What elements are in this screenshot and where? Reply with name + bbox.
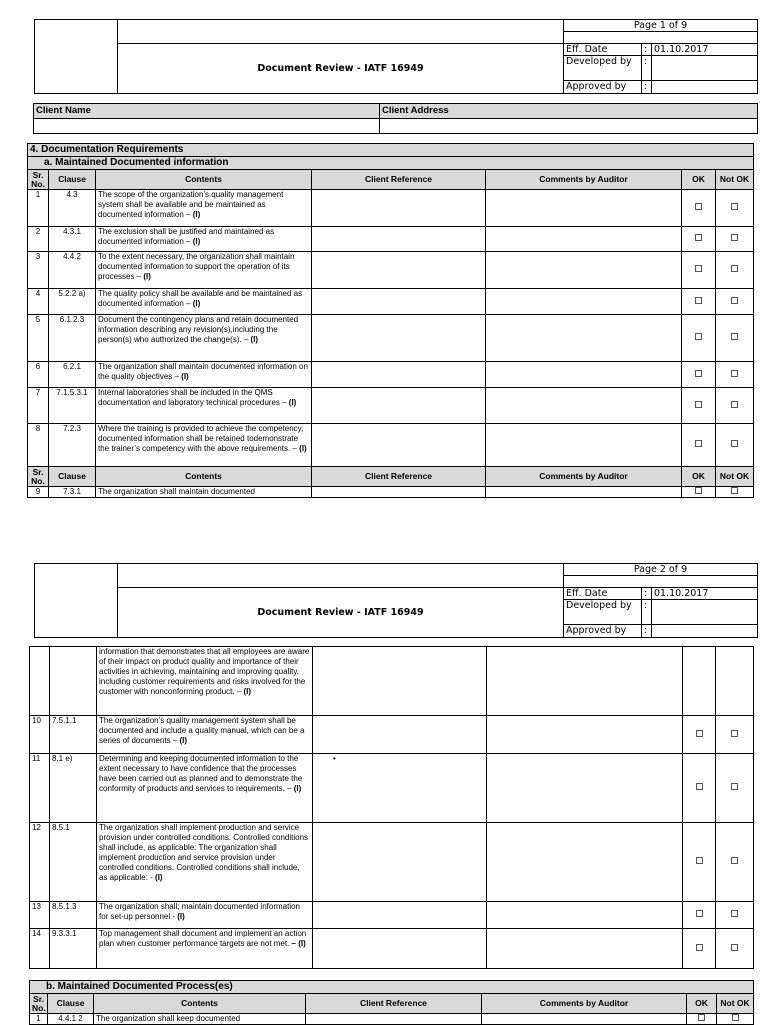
approved-by-value [652, 625, 758, 638]
ok-checkbox[interactable] [695, 401, 702, 408]
eff-date-label: Eff. Date [564, 44, 642, 56]
comments-cell[interactable] [486, 315, 682, 362]
table-row: 9 7.3.1 The organization shall maintain documented [28, 487, 754, 498]
comments-cell[interactable] [486, 362, 682, 388]
eff-date-label: Eff. Date [564, 588, 642, 600]
table-row: 14 9.3.3.1 Top management shall document and implement an action plan when customer performance targets are not met. – (I) [30, 929, 754, 969]
ok-checkbox[interactable] [696, 783, 703, 790]
not-ok-checkbox[interactable] [731, 910, 738, 917]
eff-date-value: 01.10.2017 [652, 44, 758, 56]
client-reference-cell[interactable] [312, 487, 486, 498]
comments-cell[interactable] [482, 1014, 687, 1025]
col-sr: Sr. No. [28, 170, 49, 190]
not-ok-checkbox[interactable] [731, 487, 738, 494]
client-address-field[interactable] [380, 119, 758, 134]
ok-checkbox[interactable] [695, 440, 702, 447]
subsection-b-title: b. Maintained Documented Process(es) [30, 981, 754, 994]
table-row: 11 8.1 e) Determining and keeping documented information to the extent necessary to have confidence that the processes have been carried out as planned and to demonstrate the conformity of products and services to requirements. – (I) • [30, 754, 754, 823]
not-ok-checkbox[interactable] [731, 333, 738, 340]
ok-checkbox[interactable] [695, 265, 702, 272]
ok-checkbox[interactable] [695, 234, 702, 241]
table-row: 13 8.5.1.3 The organization shall; maintain documented information for set-up personnel - (I) [30, 902, 754, 929]
page2-header: Page 2 of 9 Document Review - IATF 16949 Eff. Date : 01.10.2017 Developed by : Approved by : [34, 563, 758, 638]
comments-cell[interactable] [486, 388, 682, 424]
document-title: Document Review - IATF 16949 [118, 44, 564, 94]
bullet-mark: • [333, 754, 336, 763]
client-reference-cell[interactable] [313, 716, 487, 754]
client-name-field[interactable] [34, 119, 380, 134]
comments-cell[interactable] [486, 487, 682, 498]
client-reference-cell[interactable] [313, 754, 487, 823]
client-reference-cell[interactable] [312, 388, 486, 424]
comments-cell[interactable] [486, 289, 682, 315]
comments-cell[interactable] [487, 902, 683, 929]
client-reference-cell[interactable] [312, 424, 486, 467]
client-reference-cell[interactable] [312, 227, 486, 252]
col-ok: OK [682, 170, 716, 190]
col-client-reference: Client Reference [306, 994, 482, 1014]
client-table [33, 103, 758, 134]
table-row: 3 4.4.2 To the extent necessary, the organization shall maintain documented information to support the operation of its processes – (I) [28, 252, 754, 289]
not-ok-checkbox[interactable] [731, 944, 738, 951]
comments-cell[interactable] [487, 929, 683, 969]
col-comments: Comments by Auditor [486, 467, 682, 487]
developed-by-value [652, 600, 758, 625]
page1-header: Page 1 of 9 Document Review - IATF 16949 Eff. Date : 01.10.2017 Developed by : Approved by : [34, 19, 758, 94]
developed-by-value [652, 56, 758, 81]
col-clause: Clause [49, 467, 96, 487]
client-reference-cell[interactable] [312, 252, 486, 289]
approved-by-value [652, 81, 758, 94]
client-name-label: Client Name [34, 104, 380, 119]
not-ok-checkbox[interactable] [731, 401, 738, 408]
developed-by-label: Developed by [564, 56, 642, 81]
ok-checkbox[interactable] [695, 203, 702, 210]
table-row: 12 8.5.1 The organization shall implement production and service provision under controlled conditions. Controlled conditions shall include, as applicable: The organization shall implement production and service provision under controlled conditions. Controlled conditions shall include, as applicable: - (I) [30, 823, 754, 902]
ok-checkbox[interactable] [695, 333, 702, 340]
client-reference-cell[interactable] [312, 190, 486, 227]
table-row: 4 5.2.2 a) The quality policy shall be available and be maintained as documented information – (I) [28, 289, 754, 315]
document-title: Document Review - IATF 16949 [118, 588, 564, 638]
comments-cell[interactable] [487, 754, 683, 823]
ok-checkbox[interactable] [696, 910, 703, 917]
eff-date-value: 01.10.2017 [652, 588, 758, 600]
col-comments: Comments by Auditor [486, 170, 682, 190]
col-comments: Comments by Auditor [482, 994, 687, 1014]
comments-cell[interactable] [486, 252, 682, 289]
approved-by-label: Approved by [564, 625, 642, 638]
col-ok: OK [682, 467, 716, 487]
col-client-reference: Client Reference [312, 170, 486, 190]
comments-cell[interactable] [487, 716, 683, 754]
not-ok-checkbox[interactable] [731, 730, 738, 737]
col-clause: Clause [48, 994, 94, 1014]
client-reference-cell[interactable] [313, 647, 487, 716]
col-contents: Contents [96, 170, 312, 190]
table-row: 1 4.3 The scope of the organization’s quality management system shall be available and be maintained as documented information – (I) [28, 190, 754, 227]
comments-cell[interactable] [486, 190, 682, 227]
doc-process-table [29, 980, 754, 1025]
table-row: 8 7.2.3 Where the training is provided to achieve the competency, documented information shall be retained todemonstrate the trainer’s competency with the above requirements. – (I) [28, 424, 754, 467]
section-title: 4. Documentation Requirements [28, 144, 754, 157]
col-not-ok: Not OK [716, 467, 754, 487]
approved-by-label: Approved by [564, 81, 642, 94]
col-ok: OK [687, 994, 717, 1014]
col-client-reference: Client Reference [312, 467, 486, 487]
ok-checkbox[interactable] [696, 857, 703, 864]
ok-checkbox[interactable] [696, 944, 703, 951]
client-reference-cell[interactable] [313, 929, 487, 969]
col-not-ok: Not OK [717, 994, 754, 1014]
col-not-ok: Not OK [716, 170, 754, 190]
ok-checkbox[interactable] [695, 370, 702, 377]
client-reference-cell[interactable] [312, 289, 486, 315]
not-ok-checkbox[interactable] [732, 1014, 739, 1021]
subsection-a-title: a. Maintained Documented information [28, 157, 754, 170]
ok-checkbox[interactable] [698, 1014, 705, 1021]
col-contents: Contents [96, 467, 312, 487]
comments-cell[interactable] [487, 647, 683, 716]
client-address-label: Client Address [380, 104, 758, 119]
table-row: 7 7.1.5.3.1 Internal laboratories shall be included in the QMS documentation and laboratory technical procedures – (I) [28, 388, 754, 424]
comments-cell[interactable] [487, 823, 683, 902]
table-row: 2 4.3.1 The exclusion shall be justified and maintained as documented information – (I) [28, 227, 754, 252]
not-ok-checkbox[interactable] [731, 857, 738, 864]
not-ok-checkbox[interactable] [731, 297, 738, 304]
col-sr: Sr. No. [30, 994, 48, 1014]
comments-cell[interactable] [486, 424, 682, 467]
ok-checkbox[interactable] [695, 487, 702, 494]
client-reference-cell[interactable] [312, 362, 486, 388]
not-ok-checkbox[interactable] [731, 203, 738, 210]
table-row: 5 6.1.2.3 Document the contingency plans and retain documented information describing any revision(s),including the person(s) who authorized the change(s). – (I) [28, 315, 754, 362]
page-number: Page 1 of 9 [564, 20, 758, 32]
not-ok-checkbox[interactable] [731, 370, 738, 377]
comments-cell[interactable] [486, 227, 682, 252]
client-reference-cell[interactable] [313, 823, 487, 902]
page-number: Page 2 of 9 [564, 564, 758, 576]
table-row: 1 4.4.1 2 The organization shall keep documented [30, 1014, 754, 1025]
col-sr: Sr. No. [28, 467, 49, 487]
col-clause: Clause [49, 170, 96, 190]
client-reference-cell[interactable] [312, 315, 486, 362]
not-ok-checkbox[interactable] [731, 440, 738, 447]
client-reference-cell[interactable] [306, 1014, 482, 1025]
doc-req-table-page1 [27, 143, 754, 498]
client-reference-cell[interactable] [313, 902, 487, 929]
table-row: 6 6.2.1 The organization shall maintain documented information on the quality objectives – (I) [28, 362, 754, 388]
developed-by-label: Developed by [564, 600, 642, 625]
table-row: information that demonstrates that all employees are aware of their impact on product quality and importance of their activities in achieving, maintaining and improving quality, including customer requirements and risks involved for the customer with nonconforming product. – (I) [30, 647, 754, 716]
col-contents: Contents [94, 994, 306, 1014]
ok-checkbox[interactable] [695, 297, 702, 304]
not-ok-checkbox[interactable] [731, 234, 738, 241]
logo-cell [35, 20, 118, 94]
doc-req-table-page2 [29, 646, 754, 969]
ok-checkbox[interactable] [696, 730, 703, 737]
not-ok-checkbox[interactable] [731, 265, 738, 272]
table-row: 10 7.5.1.1 The organization’s quality management system shall be documented and include a quality manual, which can be a series of documents – (I) [30, 716, 754, 754]
not-ok-checkbox[interactable] [731, 783, 738, 790]
logo-cell [35, 564, 118, 638]
